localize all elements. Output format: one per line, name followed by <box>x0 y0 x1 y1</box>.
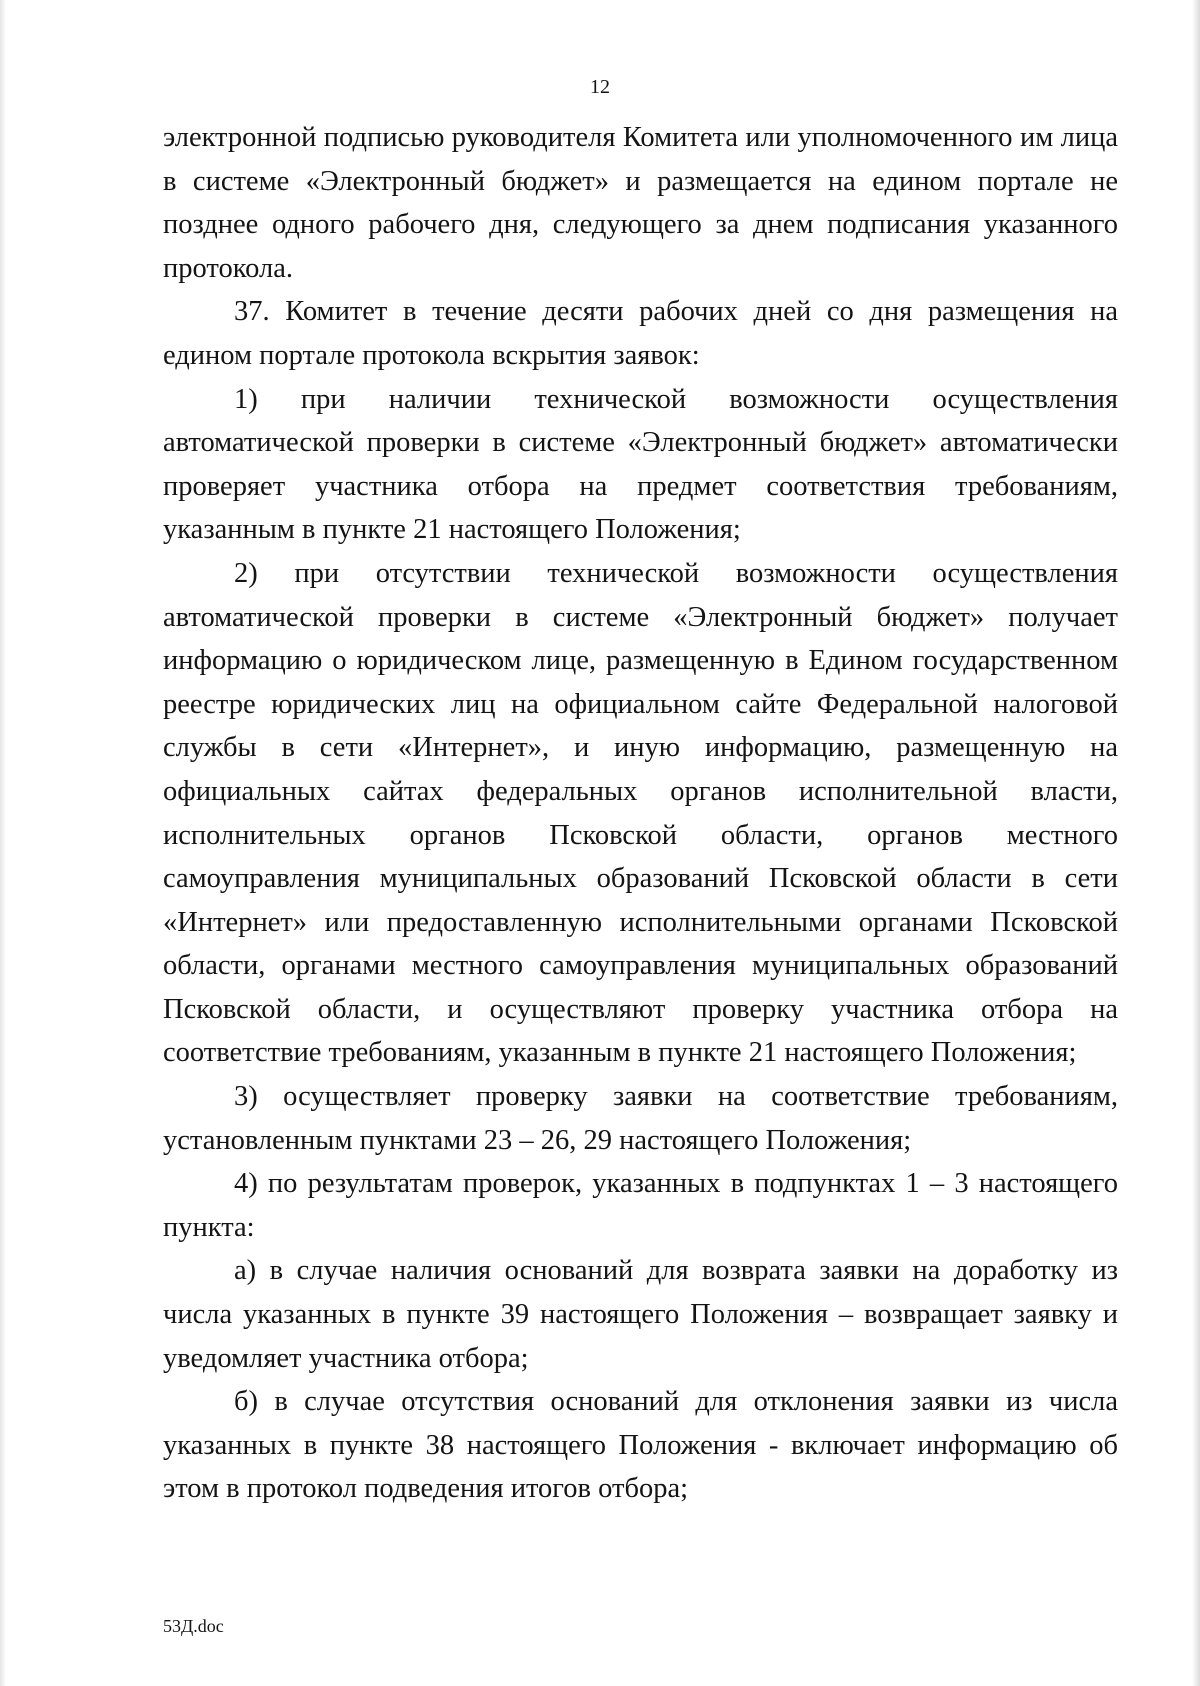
paragraph-subitem-2: 2) при отсутствии технической возможности осуществления автоматической проверки в системе «Электронный бюджет» получает информацию о юридическом лице, размещенную в Едином государственном реестре юридических лиц на официальном сайте Федеральной налоговой службы в сети «Интернет», и иную информацию, размещенную на официальных сайтах федеральных органов исполнительной власти, исполнительных органов Псковской области, органов местного самоуправления муниципальных образований Псковской области в сети «Интернет» или предоставленную исполнительными органами Псковской области, органами местного самоуправления муниципальных образований Псковской области, и осуществляют проверку участника отбора на соответствие требованиям, указанным в пункте 21 настоящего Положения; <box>163 557 1118 1069</box>
scan-edge-right <box>1192 0 1200 1686</box>
paragraph-item-37: 37. Комитет в течение десяти рабочих дней со дня размещения на едином портале протокола вскрытия заявок: <box>163 296 1118 371</box>
paragraph-subitem-a: а) в случае наличия оснований для возврата заявки на доработку из числа указанных в пункте 39 настоящего Положения – возвращает заявку и уведомляет участника отбора; <box>163 1255 1118 1374</box>
paragraph-continued: электронной подписью руководителя Комитета или уполномоченного им лица в системе «Электронный бюджет» и размещается на едином портале не позднее одного рабочего дня, следующего за днем подписания указанного протокола. <box>163 122 1118 284</box>
scan-edge-left <box>0 0 6 1686</box>
paragraph-subitem-4: 4) по результатам проверок, указанных в подпунктах 1 – 3 настоящего пункта: <box>163 1168 1118 1243</box>
document-body <box>163 116 1118 1511</box>
page-number: 12 <box>590 76 610 98</box>
paragraph-subitem-3: 3) осуществляет проверку заявки на соответствие требованиям, установленным пунктами 23 – 26, 29 настоящего Положения; <box>163 1081 1118 1156</box>
paragraph-subitem-b: б) в случае отсутствия оснований для отклонения заявки из числа указанных в пункте 38 настоящего Положения - включает информацию об этом в протокол подведения итогов отбора; <box>163 1386 1118 1505</box>
paragraph-subitem-1: 1) при наличии технической возможности осуществления автоматической проверки в системе «Электронный бюджет» автоматически проверяет участника отбора на предмет соответствия требованиям, указанным в пункте 21 настоящего Положения; <box>163 383 1118 546</box>
footer-filename: 53Д.doc <box>163 1616 224 1636</box>
